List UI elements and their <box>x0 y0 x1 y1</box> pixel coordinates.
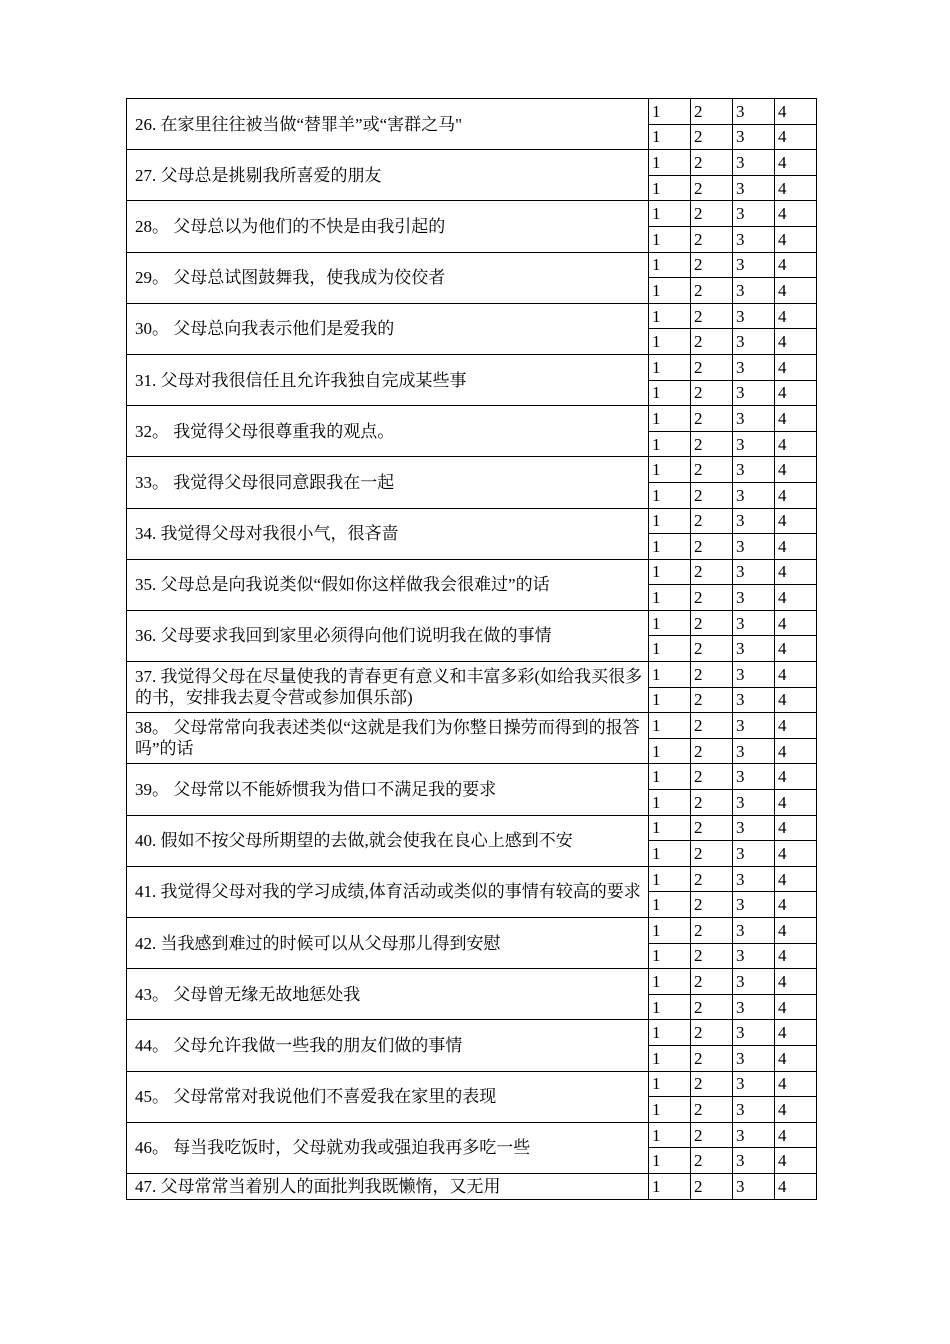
rating-option-3[interactable]: 3 <box>733 866 775 892</box>
rating-option-3[interactable]: 3 <box>733 534 775 560</box>
rating-option-2[interactable]: 2 <box>691 1020 733 1046</box>
rating-option-2[interactable]: 2 <box>691 278 733 304</box>
rating-option-4[interactable]: 4 <box>775 380 817 406</box>
rating-option-1[interactable]: 1 <box>649 329 691 355</box>
rating-option-1[interactable]: 1 <box>649 841 691 867</box>
rating-option-4[interactable]: 4 <box>775 559 817 585</box>
question-text: 39。 父母常以不能娇惯我为借口不满足我的要求 <box>127 764 649 815</box>
rating-option-4[interactable]: 4 <box>775 1020 817 1046</box>
rating-option-1[interactable]: 1 <box>649 226 691 252</box>
rating-option-2[interactable]: 2 <box>691 892 733 918</box>
rating-option-2[interactable]: 2 <box>691 1122 733 1148</box>
rating-option-1[interactable]: 1 <box>649 1097 691 1123</box>
rating-option-2[interactable]: 2 <box>691 431 733 457</box>
rating-option-1[interactable]: 1 <box>649 1173 691 1199</box>
rating-option-3[interactable]: 3 <box>733 457 775 483</box>
rating-option-4[interactable]: 4 <box>775 1097 817 1123</box>
rating-option-1[interactable]: 1 <box>649 610 691 636</box>
rating-option-4[interactable]: 4 <box>775 790 817 816</box>
rating-option-3[interactable]: 3 <box>733 329 775 355</box>
rating-option-2[interactable]: 2 <box>691 380 733 406</box>
question-row <box>127 252 817 278</box>
rating-option-2[interactable]: 2 <box>691 610 733 636</box>
question-row <box>127 610 817 636</box>
rating-option-4[interactable]: 4 <box>775 99 817 125</box>
questionnaire-sheet <box>126 98 817 1200</box>
rating-option-4[interactable]: 4 <box>775 713 817 739</box>
rating-option-2[interactable]: 2 <box>691 866 733 892</box>
rating-option-2[interactable]: 2 <box>691 918 733 944</box>
question-text: 37. 我觉得父母在尽量使我的青春更有意义和丰富多彩(如给我买很多的书，安排我去夏令营或参加俱乐部) <box>127 662 649 713</box>
rating-option-3[interactable]: 3 <box>733 278 775 304</box>
rating-option-1[interactable]: 1 <box>649 508 691 534</box>
rating-option-4[interactable]: 4 <box>775 303 817 329</box>
question-row <box>127 1020 817 1046</box>
rating-option-4[interactable]: 4 <box>775 1045 817 1071</box>
rating-option-2[interactable]: 2 <box>691 943 733 969</box>
rating-option-2[interactable]: 2 <box>691 713 733 739</box>
question-row <box>127 201 817 227</box>
question-row <box>127 662 817 688</box>
rating-option-3[interactable]: 3 <box>733 610 775 636</box>
rating-option-1[interactable]: 1 <box>649 406 691 432</box>
rating-option-3[interactable]: 3 <box>733 559 775 585</box>
rating-option-1[interactable]: 1 <box>649 790 691 816</box>
rating-option-4[interactable]: 4 <box>775 1148 817 1174</box>
rating-option-4[interactable]: 4 <box>775 892 817 918</box>
rating-option-2[interactable]: 2 <box>691 99 733 125</box>
rating-option-4[interactable]: 4 <box>775 764 817 790</box>
question-text: 38。 父母常常向我表述类似“这就是我们为你整日操劳而得到的报答吗”的话 <box>127 713 649 764</box>
question-row <box>127 866 817 892</box>
rating-option-3[interactable]: 3 <box>733 431 775 457</box>
question-row <box>127 969 817 995</box>
question-row <box>127 406 817 432</box>
rating-option-3[interactable]: 3 <box>733 303 775 329</box>
rating-option-1[interactable]: 1 <box>649 713 691 739</box>
question-text: 40. 假如不按父母所期望的去做,就会使我在良心上感到不安 <box>127 815 649 866</box>
rating-option-3[interactable]: 3 <box>733 969 775 995</box>
rating-option-2[interactable]: 2 <box>691 329 733 355</box>
rating-option-4[interactable]: 4 <box>775 534 817 560</box>
rating-option-4[interactable]: 4 <box>775 406 817 432</box>
rating-option-2[interactable]: 2 <box>691 354 733 380</box>
rating-option-4[interactable]: 4 <box>775 687 817 713</box>
rating-option-4[interactable]: 4 <box>775 431 817 457</box>
question-text: 36. 父母要求我回到家里必须得向他们说明我在做的事情 <box>127 610 649 661</box>
rating-option-3[interactable]: 3 <box>733 124 775 150</box>
rating-option-4[interactable]: 4 <box>775 457 817 483</box>
rating-option-3[interactable]: 3 <box>733 790 775 816</box>
rating-option-4[interactable]: 4 <box>775 943 817 969</box>
rating-option-4[interactable]: 4 <box>775 815 817 841</box>
rating-option-3[interactable]: 3 <box>733 662 775 688</box>
question-row <box>127 1173 817 1199</box>
question-row <box>127 713 817 739</box>
rating-option-4[interactable]: 4 <box>775 278 817 304</box>
question-row <box>127 918 817 944</box>
rating-option-3[interactable]: 3 <box>733 918 775 944</box>
rating-option-1[interactable]: 1 <box>649 559 691 585</box>
rating-option-3[interactable]: 3 <box>733 226 775 252</box>
rating-option-3[interactable]: 3 <box>733 380 775 406</box>
rating-option-3[interactable]: 3 <box>733 482 775 508</box>
question-row <box>127 1122 817 1148</box>
rating-option-2[interactable]: 2 <box>691 687 733 713</box>
rating-option-2[interactable]: 2 <box>691 790 733 816</box>
rating-option-1[interactable]: 1 <box>649 866 691 892</box>
rating-option-3[interactable]: 3 <box>733 1173 775 1199</box>
rating-option-1[interactable]: 1 <box>649 303 691 329</box>
question-row <box>127 457 817 483</box>
rating-option-3[interactable]: 3 <box>733 175 775 201</box>
rating-option-4[interactable]: 4 <box>775 610 817 636</box>
rating-option-3[interactable]: 3 <box>733 354 775 380</box>
rating-option-3[interactable]: 3 <box>733 150 775 176</box>
rating-option-2[interactable]: 2 <box>691 1148 733 1174</box>
question-text: 27. 父母总是挑剔我所喜爱的朋友 <box>127 150 649 201</box>
rating-option-4[interactable]: 4 <box>775 226 817 252</box>
rating-option-4[interactable]: 4 <box>775 662 817 688</box>
rating-option-2[interactable]: 2 <box>691 482 733 508</box>
rating-option-2[interactable]: 2 <box>691 738 733 764</box>
question-text: 41. 我觉得父母对我的学习成绩,体育活动或类似的事情有较高的要求 <box>127 866 649 917</box>
rating-option-2[interactable]: 2 <box>691 1071 733 1097</box>
rating-option-3[interactable]: 3 <box>733 687 775 713</box>
rating-option-1[interactable]: 1 <box>649 1071 691 1097</box>
rating-option-1[interactable]: 1 <box>649 687 691 713</box>
questionnaire-table <box>126 98 817 1200</box>
rating-option-1[interactable]: 1 <box>649 764 691 790</box>
rating-option-3[interactable]: 3 <box>733 1097 775 1123</box>
question-text: 45。 父母常常对我说他们不喜爱我在家里的表现 <box>127 1071 649 1122</box>
rating-option-2[interactable]: 2 <box>691 175 733 201</box>
rating-option-3[interactable]: 3 <box>733 994 775 1020</box>
rating-option-4[interactable]: 4 <box>775 508 817 534</box>
rating-option-2[interactable]: 2 <box>691 150 733 176</box>
question-row <box>127 815 817 841</box>
question-row <box>127 764 817 790</box>
rating-option-1[interactable]: 1 <box>649 175 691 201</box>
rating-option-4[interactable]: 4 <box>775 636 817 662</box>
question-text: 29。 父母总试图鼓舞我，使我成为佼佼者 <box>127 252 649 303</box>
rating-option-3[interactable]: 3 <box>733 585 775 611</box>
rating-option-2[interactable]: 2 <box>691 457 733 483</box>
rating-option-2[interactable]: 2 <box>691 406 733 432</box>
question-text: 35. 父母总是向我说类似“假如你这样做我会很难过”的话 <box>127 559 649 610</box>
rating-option-3[interactable]: 3 <box>733 406 775 432</box>
question-text: 33。 我觉得父母很同意跟我在一起 <box>127 457 649 508</box>
rating-option-3[interactable]: 3 <box>733 1020 775 1046</box>
rating-option-4[interactable]: 4 <box>775 150 817 176</box>
rating-option-2[interactable]: 2 <box>691 969 733 995</box>
question-text: 43。 父母曾无缘无故地惩处我 <box>127 969 649 1020</box>
rating-option-1[interactable]: 1 <box>649 815 691 841</box>
rating-option-1[interactable]: 1 <box>649 918 691 944</box>
rating-option-2[interactable]: 2 <box>691 508 733 534</box>
rating-option-1[interactable]: 1 <box>649 994 691 1020</box>
rating-option-1[interactable]: 1 <box>649 943 691 969</box>
question-row <box>127 1071 817 1097</box>
rating-option-1[interactable]: 1 <box>649 354 691 380</box>
rating-option-3[interactable]: 3 <box>733 1122 775 1148</box>
rating-option-3[interactable]: 3 <box>733 841 775 867</box>
rating-option-2[interactable]: 2 <box>691 841 733 867</box>
rating-option-3[interactable]: 3 <box>733 1148 775 1174</box>
rating-option-2[interactable]: 2 <box>691 303 733 329</box>
rating-option-1[interactable]: 1 <box>649 662 691 688</box>
question-text: 32。 我觉得父母很尊重我的观点。 <box>127 406 649 457</box>
rating-option-4[interactable]: 4 <box>775 175 817 201</box>
rating-option-2[interactable]: 2 <box>691 764 733 790</box>
question-row <box>127 99 817 125</box>
rating-option-2[interactable]: 2 <box>691 1097 733 1123</box>
question-text: 31. 父母对我很信任且允许我独自完成某些事 <box>127 354 649 405</box>
rating-option-3[interactable]: 3 <box>733 1045 775 1071</box>
rating-option-1[interactable]: 1 <box>649 636 691 662</box>
question-row <box>127 150 817 176</box>
question-text: 47. 父母常常当着别人的面批判我既懒惰，又无用 <box>127 1173 649 1199</box>
rating-option-1[interactable]: 1 <box>649 1045 691 1071</box>
rating-option-4[interactable]: 4 <box>775 994 817 1020</box>
rating-option-2[interactable]: 2 <box>691 585 733 611</box>
rating-option-4[interactable]: 4 <box>775 841 817 867</box>
rating-option-1[interactable]: 1 <box>649 534 691 560</box>
rating-option-1[interactable]: 1 <box>649 201 691 227</box>
rating-option-4[interactable]: 4 <box>775 1071 817 1097</box>
rating-option-3[interactable]: 3 <box>733 713 775 739</box>
rating-option-2[interactable]: 2 <box>691 226 733 252</box>
rating-option-2[interactable]: 2 <box>691 662 733 688</box>
question-text: 46。 每当我吃饭时，父母就劝我或强迫我再多吃一些 <box>127 1122 649 1173</box>
rating-option-1[interactable]: 1 <box>649 252 691 278</box>
rating-option-2[interactable]: 2 <box>691 994 733 1020</box>
question-row <box>127 508 817 534</box>
question-text: 30。 父母总向我表示他们是爱我的 <box>127 303 649 354</box>
rating-option-1[interactable]: 1 <box>649 892 691 918</box>
rating-option-2[interactable]: 2 <box>691 252 733 278</box>
question-row <box>127 559 817 585</box>
rating-option-4[interactable]: 4 <box>775 866 817 892</box>
rating-option-2[interactable]: 2 <box>691 1045 733 1071</box>
rating-option-4[interactable]: 4 <box>775 585 817 611</box>
rating-option-3[interactable]: 3 <box>733 943 775 969</box>
question-row <box>127 354 817 380</box>
question-text: 26. 在家里往往被当做“替罪羊”或“害群之马" <box>127 99 649 150</box>
rating-option-2[interactable]: 2 <box>691 201 733 227</box>
rating-option-4[interactable]: 4 <box>775 354 817 380</box>
question-text: 34. 我觉得父母对我很小气，很吝啬 <box>127 508 649 559</box>
rating-option-2[interactable]: 2 <box>691 559 733 585</box>
rating-option-4[interactable]: 4 <box>775 329 817 355</box>
rating-option-1[interactable]: 1 <box>649 1122 691 1148</box>
rating-option-2[interactable]: 2 <box>691 1173 733 1199</box>
rating-option-2[interactable]: 2 <box>691 124 733 150</box>
rating-option-4[interactable]: 4 <box>775 1122 817 1148</box>
rating-option-4[interactable]: 4 <box>775 918 817 944</box>
rating-option-4[interactable]: 4 <box>775 969 817 995</box>
question-text: 44。 父母允许我做一些我的朋友们做的事情 <box>127 1020 649 1071</box>
rating-option-4[interactable]: 4 <box>775 738 817 764</box>
rating-option-1[interactable]: 1 <box>649 124 691 150</box>
rating-option-3[interactable]: 3 <box>733 252 775 278</box>
rating-option-1[interactable]: 1 <box>649 738 691 764</box>
rating-option-3[interactable]: 3 <box>733 1071 775 1097</box>
rating-option-3[interactable]: 3 <box>733 738 775 764</box>
rating-option-3[interactable]: 3 <box>733 508 775 534</box>
rating-option-1[interactable]: 1 <box>649 969 691 995</box>
rating-option-3[interactable]: 3 <box>733 201 775 227</box>
questionnaire-body <box>127 99 817 1200</box>
rating-option-1[interactable]: 1 <box>649 482 691 508</box>
rating-option-2[interactable]: 2 <box>691 534 733 560</box>
rating-option-3[interactable]: 3 <box>733 99 775 125</box>
rating-option-3[interactable]: 3 <box>733 764 775 790</box>
rating-option-1[interactable]: 1 <box>649 150 691 176</box>
question-text: 42. 当我感到难过的时候可以从父母那儿得到安慰 <box>127 918 649 969</box>
rating-option-3[interactable]: 3 <box>733 815 775 841</box>
rating-option-1[interactable]: 1 <box>649 585 691 611</box>
rating-option-1[interactable]: 1 <box>649 1148 691 1174</box>
rating-option-3[interactable]: 3 <box>733 892 775 918</box>
rating-option-3[interactable]: 3 <box>733 636 775 662</box>
question-row <box>127 303 817 329</box>
rating-option-2[interactable]: 2 <box>691 815 733 841</box>
rating-option-1[interactable]: 1 <box>649 431 691 457</box>
rating-option-2[interactable]: 2 <box>691 636 733 662</box>
rating-option-4[interactable]: 4 <box>775 252 817 278</box>
rating-option-4[interactable]: 4 <box>775 124 817 150</box>
rating-option-1[interactable]: 1 <box>649 457 691 483</box>
rating-option-1[interactable]: 1 <box>649 380 691 406</box>
rating-option-1[interactable]: 1 <box>649 1020 691 1046</box>
question-text: 28。 父母总以为他们的不快是由我引起的 <box>127 201 649 252</box>
rating-option-4[interactable]: 4 <box>775 482 817 508</box>
rating-option-4[interactable]: 4 <box>775 201 817 227</box>
rating-option-4[interactable]: 4 <box>775 1173 817 1199</box>
rating-option-1[interactable]: 1 <box>649 99 691 125</box>
rating-option-1[interactable]: 1 <box>649 278 691 304</box>
